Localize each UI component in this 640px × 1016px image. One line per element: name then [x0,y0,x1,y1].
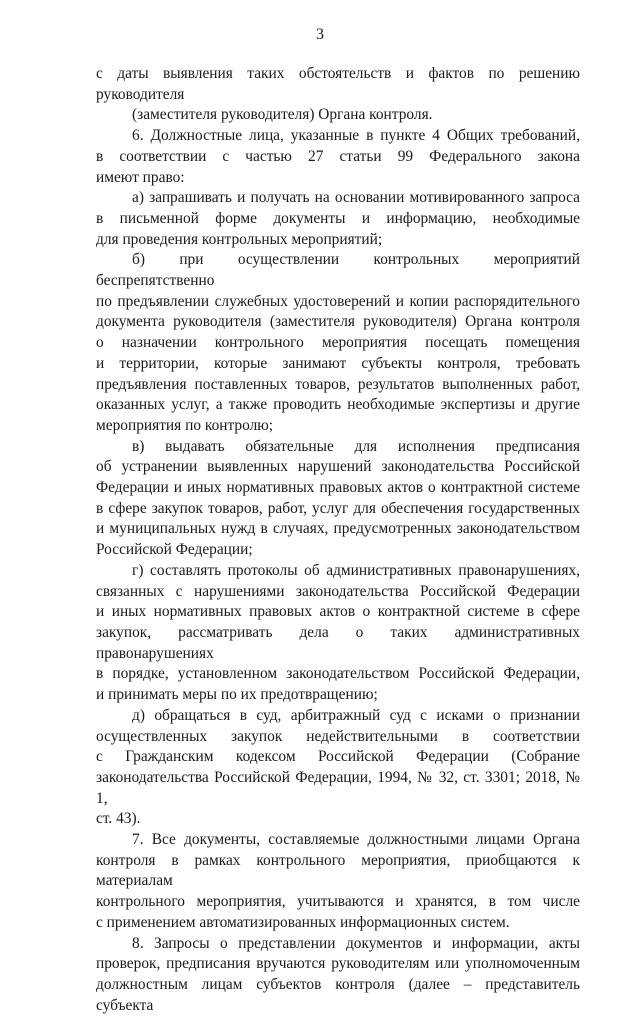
text-line: 8. Запросы о представлении документов и информации, акты [132,934,580,952]
subparagraph-d [96,706,580,830]
text-line: ст. 43). [96,810,141,828]
text-line: д) обращаться в суд, арбитражный суд с исками о признании [132,706,580,724]
text-line: а) запрашивать и получать на основании мотивированного запроса [132,189,580,207]
subparagraph-v [96,437,580,561]
text-line: г) составлять протоколы об административных правонарушениях, [132,561,580,579]
text-line: с применением автоматизированных информационных систем. [96,913,510,931]
text-line: законодательства Российской Федерации, 1994, № 32, ст. 3301; 2018, № 1, [96,768,580,807]
document-body [96,64,580,1016]
text-line: 7. Все документы, составляемые должностными лицами Органа [132,831,580,849]
text-line: (заместителя руководителя) Органа контроля. [132,106,433,124]
text-line: в порядке, установленном законодательством Российской Федерации, [96,665,580,683]
text-line: Федерации и иных нормативных правовых актов о контрактной системе [96,479,580,497]
text-line: Российской Федерации; [96,541,253,559]
text-line: с даты выявления таких обстоятельств и фактов по решению руководителя [96,65,580,103]
page-number: 3 [316,26,324,43]
paragraph-continuation [96,64,580,126]
subparagraph-a [96,188,580,250]
text-line: б) при осуществлении контрольных мероприятий беспрепятственно [96,251,580,290]
text-line: и иных нормативных правовых актов о контрактной системе в сфере [96,603,580,621]
subparagraph-g [96,561,580,706]
text-line: мероприятия по контролю; [96,416,274,434]
text-line: по предъявлении служебных удостоверений и копии распорядительного [96,292,580,310]
text-line: для проведения контрольных мероприятий; [96,230,383,248]
paragraph-item-6 [96,126,580,188]
text-line: о назначении контрольного мероприятия посещать помещения [96,334,580,352]
text-line: осуществленных закупок недействительными в соответствии [96,727,580,745]
text-line: в) выдавать обязательные для исполнения предписания [132,437,580,455]
paragraph-item-7 [96,830,580,934]
text-line: и муниципальных нужд в случаях, предусмотренных законодательством [96,520,580,538]
text-line: закупок, рассматривать дела о таких административных правонарушениях [96,623,580,662]
text-line: должностным лицам субъектов контроля (далее – представитель субъекта [96,975,580,1014]
text-line: оказанных услуг, а также проводить необходимые экспертизы и другие [96,396,580,414]
text-line: 6. Должностные лица, указанные в пункте 4 Общих требований, [132,127,580,145]
text-line: имеют право: [96,168,185,186]
text-line: и принимать меры по их предотвращению; [96,686,378,704]
text-line: проверок, предписания вручаются руководителям или уполномоченным [96,955,580,973]
text-line: в письменной форме документы и информацию, необходимые [96,209,580,227]
text-line: контроля в рамках контрольного мероприятия, приобщаются к материалам [96,851,580,890]
text-line: в соответствии с частью 27 статьи 99 Федерального закона [96,147,580,165]
text-line: с Гражданским кодексом Российской Федерации (Собрание [96,748,580,766]
text-line: связанных с нарушениями законодательства Российской Федерации [96,582,580,600]
text-line: предъявления поставленных товаров, результатов выполненных работ, [96,375,580,393]
text-line: документа руководителя (заместителя руководителя) Органа контроля [96,313,580,331]
text-line: в сфере закупок товаров, работ, услуг для обеспечения государственных [96,499,580,517]
paragraph-item-8 [96,934,580,1016]
subparagraph-b [96,250,580,436]
text-line: и территории, которые занимают субъекты контроля, требовать [96,354,580,372]
text-line: контрольного мероприятия, учитываются и хранятся, в том числе [96,893,580,911]
text-line: об устранении выявленных нарушений законодательства Российской [96,458,580,476]
